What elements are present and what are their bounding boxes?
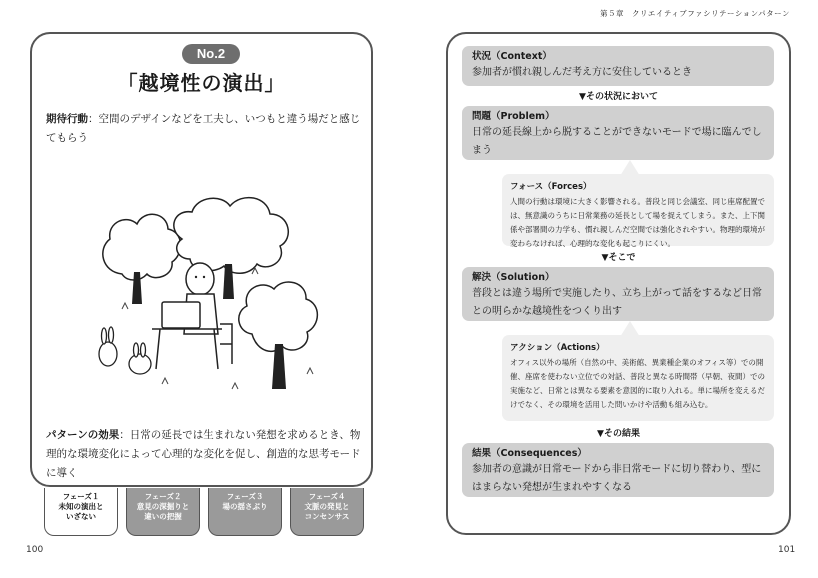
pattern-number-badge: No.2 [182,44,240,64]
tab-name: 未知の演出と いざない [58,502,104,521]
problem-box [462,106,774,160]
problem-text: 日常の延長線上から脱することができないモードで場に臨んでしまう [472,127,762,156]
expected-behavior [46,110,364,148]
tab-phase-3[interactable] [208,488,282,536]
laptop [162,302,200,328]
person-eye [195,276,197,278]
tab-phase-1[interactable] [44,488,118,536]
solution-text: 普段とは違う場所で実施したり、立ち上がって話をするなど日常との明らかな越境性をつくり出す [472,288,762,317]
actions-text: オフィス以外の場所（自然の中、美術館、異業種企業のオフィス等）での開催、座席を使わない立位での対話、普段と異なる時間帯（早朝、夜間）での実施など、日常とは異なる要素を意図的に取り入れる。単に場所を変えるだけでなく、その環境を活用した問いかけや活動も組み込む。 [510,358,765,409]
context-title: 状況（Context） [472,51,552,62]
consequences-text: 参加者の意識が日常モードから非日常モードに切り替わり、型にはまらない発想が生まれやすくなる [472,464,762,493]
actions-title: アクション（Actions） [510,343,605,353]
arrow-therefore: ▼そこで [601,253,636,263]
tab-name: 文脈の発見と コンセンサス [304,502,350,521]
rabbit-ear [134,343,139,357]
effect-text: ：日常の延長では生まれない発想を求めるとき、物理的な環境変化によって心理的な変化を促し、創造的な思考モードに導く [46,429,361,479]
forces-title: フォース（Forces） [510,182,592,192]
expected-text: ：空間のデザインなどを工夫し、いつもと違う場だと感じてもらう [46,113,361,144]
rabbit-body [99,342,117,366]
chapter-header: 第５章 クリエイティブファシリテーションパターン [600,9,790,18]
tab-name: 場の揺さぶり [222,502,268,511]
tab-label: フェーズ２ [144,492,182,501]
actions-box [502,335,774,421]
page-number-right: 101 [778,545,796,555]
arrow-result: ▼その結果 [597,429,640,439]
pattern-title: 「越境性の演出」 [117,71,286,95]
tree-right-canopy [239,282,318,351]
phase-tabs [44,488,362,538]
solution-box [462,267,774,321]
context-box [462,46,774,86]
effect-label: パターンの効果 [46,429,120,441]
forces-text: 人間の行動は環境に大きく影響される。普段と同じ会議室、同じ座席配置では、無意識のうちに日常業務の延長として場を捉えてしまう。また、上下関係や部署間の力学も、慣れ親しんだ空間では強化されやすい。物理的環境が変わらなければ、心理的な変化も起こりにくい。 [510,197,765,248]
tab-name: 意見の深掘りと 違いの把握 [136,502,190,521]
pattern-effect [46,426,364,483]
consequences-box [462,443,774,497]
tab-label: フェーズ１ [62,492,100,501]
context-text: 参加者が慣れ親しんだ考え方に安住しているとき [472,67,692,78]
desk [152,329,222,369]
consequences-title: 結果（Consequences） [472,448,587,459]
forest-illustration [92,184,342,404]
rabbit-ear [109,327,114,343]
tab-label: フェーズ３ [226,492,264,501]
solution-title: 解決（Solution） [472,272,555,283]
pattern-card [30,32,373,487]
tree-left-canopy [103,214,181,280]
chair [220,324,232,364]
person-eye [203,276,205,278]
tab-phase-4[interactable] [290,488,364,536]
rabbit-body [129,354,151,374]
person-head [186,263,214,295]
rabbit-ear [141,343,146,357]
arrow-in-context: ▼その状況において [579,92,658,102]
expected-label: 期待行動 [46,113,88,125]
rabbit-ear [102,328,107,344]
forces-box [502,174,774,246]
tab-phase-2[interactable] [126,488,200,536]
pattern-detail-card [446,32,791,535]
tab-label: フェーズ４ [308,492,346,501]
tree-center-canopy [174,198,288,274]
page-number-left: 100 [26,545,44,555]
problem-title: 問題（Problem） [472,111,555,122]
